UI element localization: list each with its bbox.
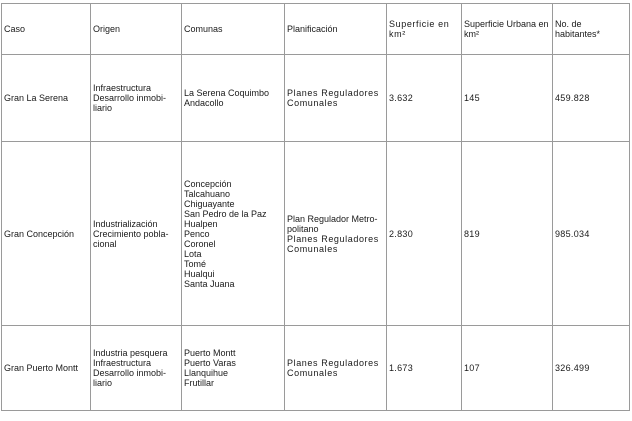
cell-habitantes: 459.828	[553, 55, 630, 142]
header-comunas: Comunas	[182, 4, 285, 55]
cell-superficie-urbana: 145	[462, 55, 553, 142]
cell-planificacion: Planes Reguladores Comunales	[285, 326, 387, 411]
table-row	[2, 142, 630, 326]
header-superficie-urbana: Superficie Urbana en km²	[462, 4, 553, 55]
header-planificacion: Planificación	[285, 4, 387, 55]
cell-caso: Gran La Serena	[2, 55, 91, 142]
cell-origen: Infraestructura Desarrollo inmobi- liario	[91, 55, 182, 142]
cell-caso: Gran Puerto Montt	[2, 326, 91, 411]
cell-caso: Gran Concepción	[2, 142, 91, 326]
cell-superficie: 3.632	[387, 55, 462, 142]
header-origen: Origen	[91, 4, 182, 55]
header-superficie: Superficie en km²	[387, 4, 462, 55]
cell-comunas: Concepción Talcahuano Chiguayante San Pedro de la Paz Hualpen Penco Coronel Lota Tomé Hualqui Santa Juana	[182, 142, 285, 326]
cell-planificacion: Planes Reguladores Comunales	[285, 55, 387, 142]
table-row	[2, 326, 630, 411]
cell-habitantes: 985.034	[553, 142, 630, 326]
cell-superficie: 2.830	[387, 142, 462, 326]
header-habitantes: No. de habitantes*	[553, 4, 630, 55]
header-row	[2, 4, 630, 55]
cell-habitantes: 326.499	[553, 326, 630, 411]
cell-comunas: La Serena Coquimbo Andacollo	[182, 55, 285, 142]
cell-origen: Industrialización Crecimiento pobla- cional	[91, 142, 182, 326]
cell-superficie: 1.673	[387, 326, 462, 411]
cell-planificacion: Plan Regulador Metro- politano Planes Reguladores Comunales	[285, 142, 387, 326]
header-caso: Caso	[2, 4, 91, 55]
data-table	[1, 3, 630, 411]
cell-superficie-urbana: 107	[462, 326, 553, 411]
cell-superficie-urbana: 819	[462, 142, 553, 326]
cell-origen: Industria pesquera Infraestructura Desarrollo inmobi- liario	[91, 326, 182, 411]
table-row	[2, 55, 630, 142]
cell-comunas: Puerto Montt Puerto Varas Llanquihue Frutillar	[182, 326, 285, 411]
